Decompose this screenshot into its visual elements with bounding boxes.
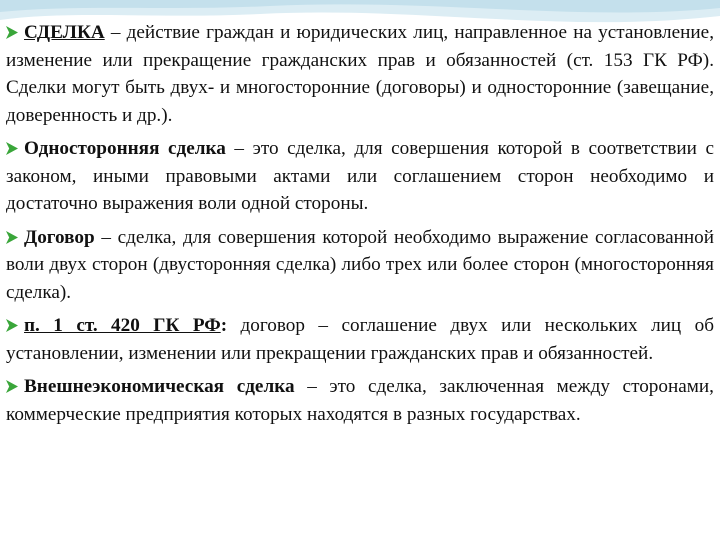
definition-term: Договор (24, 226, 95, 248)
check-arrow-icon (6, 231, 18, 244)
definitions-list (6, 19, 714, 434)
definition-term: СДЕЛКА (24, 22, 105, 43)
definition-text: – сделка, для совершения которой необходимо выражение согласованной воли двух сторон (двусторонняя сделка) либо трех или более сторон (многосторонняя сделка). (6, 226, 714, 303)
definition-term: Внешнеэкономическая сделка (24, 376, 295, 397)
definition-text: – это сделка, заключенная между сторонами, коммерческие предприятия которых находятся в разных государствах. (6, 376, 714, 425)
definition-item-deal (6, 19, 714, 129)
definition-text: – действие граждан и юридических лиц, направленное на установление, изменение или прекращение гражданских прав и обязанностей (ст. 153 ГК РФ). Сделки могут быть двух- и многосторонние (договоры) и односторонние (завещание, доверенность и др.). (6, 22, 714, 126)
definition-term: п. 1 ст. 420 ГК РФ (24, 315, 221, 336)
definition-item-foreign-trade (6, 373, 714, 428)
definition-term: Односторонняя сделка (24, 138, 226, 159)
check-arrow-icon (6, 26, 18, 39)
definition-item-civil-code-article (6, 312, 714, 367)
definition-term-suffix: : (220, 315, 228, 336)
check-arrow-icon (6, 380, 18, 393)
definition-item-unilateral (6, 135, 714, 218)
definition-item-contract (6, 224, 714, 307)
definition-text: договор – соглашение двух или нескольких лиц об установлении, изменении или прекращении гражданских прав и обязанностей. (6, 315, 714, 364)
check-arrow-icon (6, 319, 18, 332)
check-arrow-icon (6, 142, 18, 155)
definition-text: – это сделка, для совершения которой в соответствии с законом, иными правовыми актами или соглашением сторон необходимо и достаточно выражения воли одной стороны. (6, 138, 714, 214)
